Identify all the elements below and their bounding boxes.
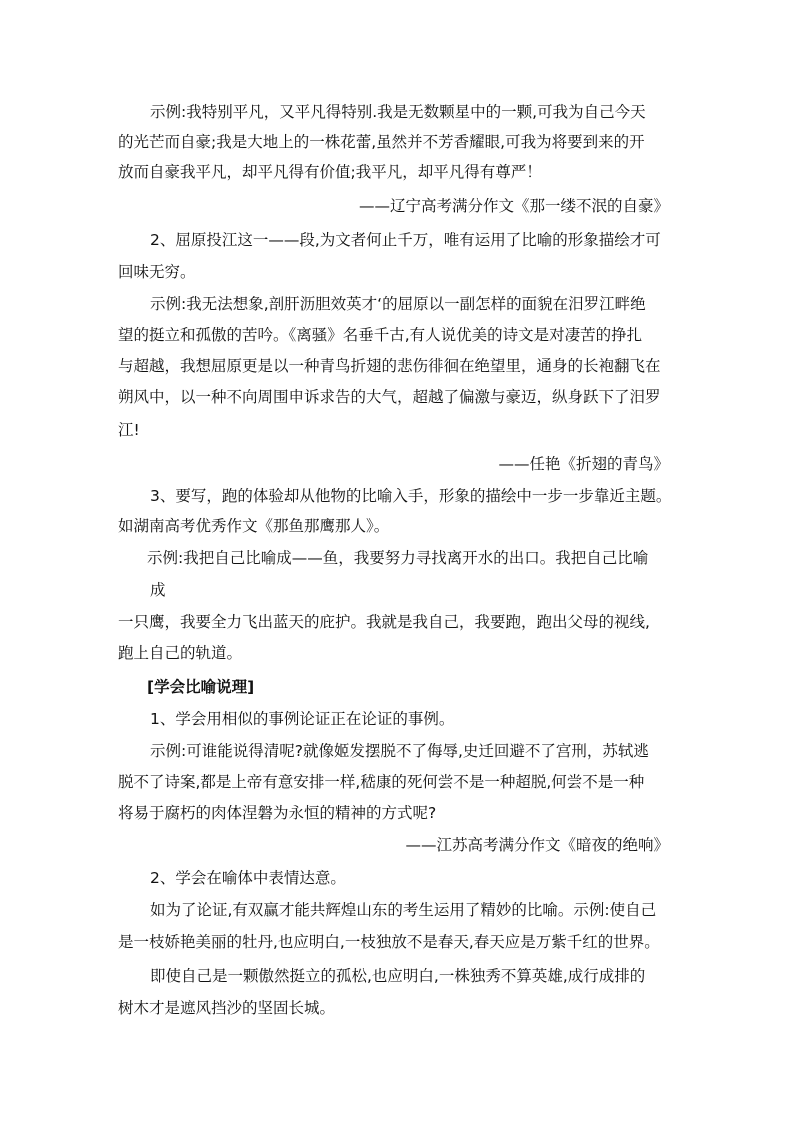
paragraph-line: 如湖南高考优秀作文《那鱼那鹰那人》。 [118,517,390,535]
paragraph-line: 脱不了诗案,都是上帝有意安排一样,嵇康的死何尝不是一种超脱,何尝不是一种 [118,773,645,791]
paragraph-line: 示例:我把自己比喻成——鱼，我要努力寻找离开水的出口。我把自己比喻 [147,549,649,567]
citation-line: ——江苏高考满分作文《暗夜的绝响》 [405,836,669,854]
paragraph-line: 与超越，我想屈原更是以一种青鸟折翅的悲伤徘徊在绝望里，通身的长袍翻飞在 [118,357,661,375]
paragraph-line: 望的挺立和孤傲的苦吟。《离骚》名垂千古,有人说优美的诗文是对凄苦的挣扎 [118,326,643,344]
paragraph-line: 即使自己是一颗傲然挺立的孤松,也应明白,一株独秀不算英雄,成行成排的 [150,967,646,985]
paragraph-line: 朔风中，以一种不向周围申诉求告的大气，超越了偏激与豪迈，纵身跃下了汨罗 [118,388,661,406]
paragraph-line: 是一枝娇艳美丽的牡丹,也应明白,一枝独放不是春天,春天应是万紫千红的世界。 [118,933,660,951]
paragraph-line: 示例:我特别平凡，又平凡得特别.我是无数颗星中的一颗,可我为自己今天 [150,103,646,121]
citation-line: ——辽宁高考满分作文《那一缕不泯的自豪》 [358,197,669,215]
paragraph-line: 的光芒而自豪;我是大地上的一株花蕾,虽然并不芳香耀眼,可我为将要到来的开 [118,133,645,151]
section-heading: [学会比喻说理] [147,678,255,696]
paragraph-line: 回味无穷。 [118,263,196,281]
paragraph-line: 放而自豪我平凡，却平凡得有价值;我平凡，却平凡得有尊严！ [118,163,542,181]
paragraph-line: 将易于腐朽的肉体涅磐为永恒的精神的方式呢? [118,804,437,822]
paragraph-line: 跑上自己的轨道。 [118,644,243,662]
paragraph-line: 江! [118,421,140,439]
paragraph-line: 2、屈原投江这一——段,为文者何止千万，唯有运用了比喻的形象描绘才可 [150,231,661,249]
paragraph-line: 示例:可谁能说得清呢?就像姬发摆脱不了侮辱,史迁回避不了宫刑，苏轼逃 [150,742,649,760]
citation-line: ——任艳《折翅的青鸟》 [498,455,669,473]
paragraph-line: 1、学会用相似的事例论证正在论证的事例。 [150,710,455,728]
paragraph-line: 成 [150,581,166,599]
paragraph-line: 2、学会在喻体中表情达意。 [150,869,346,887]
paragraph-line: 3、要写，跑的体验却从他物的比喻入手，形象的描绘中一步一步靠近主题。 [150,487,672,505]
paragraph-line: 示例:我无法想象,剖肝沥胆效英才‘的屈原以一副怎样的面貌在汨罗江畔绝 [150,295,646,313]
paragraph-line: 一只鹰，我要全力飞出蓝天的庇护。我就是我自己，我要跑，跑出父母的视线, [118,613,650,631]
paragraph-line: 如为了论证,有双赢才能共辉煌山东的考生运用了精妙的比喻。示例:使自己 [150,901,657,919]
paragraph-line: 树木才是遮风挡沙的坚固长城。 [118,999,336,1017]
